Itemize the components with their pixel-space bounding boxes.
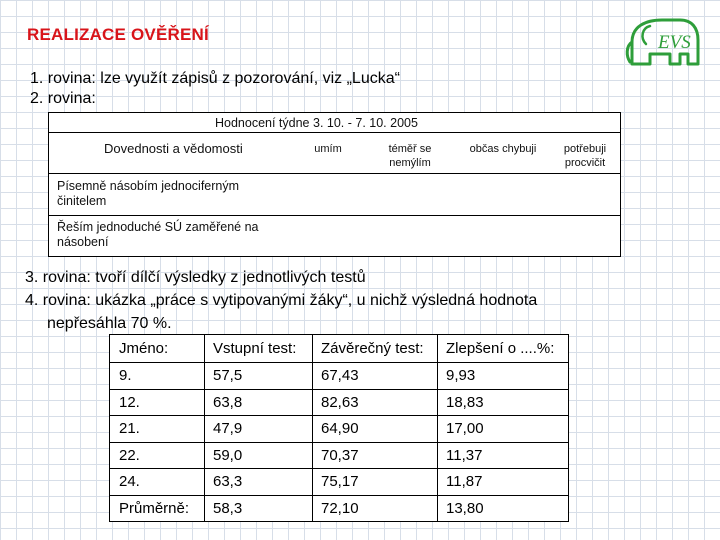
table-header-row [110, 335, 569, 363]
header-cell: Zlepšení o ....%: [438, 335, 569, 363]
header-cell: Vstupní test: [205, 335, 313, 363]
table-cell: 63,3 [205, 469, 313, 496]
table-cell: 22. [110, 442, 205, 469]
table-cell: 21. [110, 416, 205, 443]
table-cell: 9,93 [438, 363, 569, 390]
table-cell: 72,10 [313, 495, 438, 522]
table-cell: 9. [110, 363, 205, 390]
header-cell: Závěrečný test: [313, 335, 438, 363]
table-cell: 18,83 [438, 389, 569, 416]
table-row [110, 442, 569, 469]
column-header: téměř se nemýlím [388, 143, 432, 169]
text-line-4: 4. rovina: ukázka „práce s vytipovanými žáky“, u nichž výsledná hodnota [25, 292, 538, 309]
header-cell: Jméno: [110, 335, 205, 363]
table-cell: 24. [110, 469, 205, 496]
table-cell: 57,5 [205, 363, 313, 390]
slide-title: REALIZACE OVĚŘENÍ [27, 25, 209, 44]
table-cell: 82,63 [313, 389, 438, 416]
table-cell: 58,3 [205, 495, 313, 522]
text-line-1: 1. rovina: lze využít zápisů z pozorování, viz „Lucka“ [30, 70, 400, 87]
table-cell: 17,00 [438, 416, 569, 443]
column-header: umím [314, 143, 342, 155]
column-header: potřebuji procvičit [563, 143, 607, 169]
svg-text:EVS: EVS [658, 32, 691, 53]
table-cell: 70,37 [313, 442, 438, 469]
table-cell: 11,87 [438, 469, 569, 496]
table-cell: 12. [110, 389, 205, 416]
results-table [109, 334, 569, 522]
elephant-logo-icon [622, 12, 702, 70]
table-row [110, 389, 569, 416]
text-line-2: 2. rovina: [30, 90, 96, 107]
table-cell: 64,90 [313, 416, 438, 443]
skill-row: Písemně násobím jednociferným činitelem [57, 179, 240, 208]
table-cell: 67,43 [313, 363, 438, 390]
table-cell: 59,0 [205, 442, 313, 469]
table-cell: Průměrně: [110, 495, 205, 522]
evaluation-form [48, 112, 621, 257]
table-row [110, 469, 569, 496]
table-row [110, 363, 569, 390]
table-cell: 63,8 [205, 389, 313, 416]
table-cell: 13,80 [438, 495, 569, 522]
evaluation-caption: Hodnocení týdne 3. 10. - 7. 10. 2005 [215, 116, 418, 130]
table-row [110, 416, 569, 443]
table-cell: 47,9 [205, 416, 313, 443]
table-row-average [110, 495, 569, 522]
skill-row: Řeším jednoduché SÚ zaměřené na násobení [57, 220, 259, 249]
table-cell: 11,37 [438, 442, 569, 469]
column-header: občas chybuji [469, 143, 537, 155]
text-line-3: 3. rovina: tvoří dílčí výsledky z jednotlivých testů [25, 269, 366, 286]
skills-label: Dovednosti a vědomosti [104, 141, 243, 156]
text-line-4-continuation: nepřesáhla 70 %. [47, 315, 172, 332]
table-cell: 75,17 [313, 469, 438, 496]
